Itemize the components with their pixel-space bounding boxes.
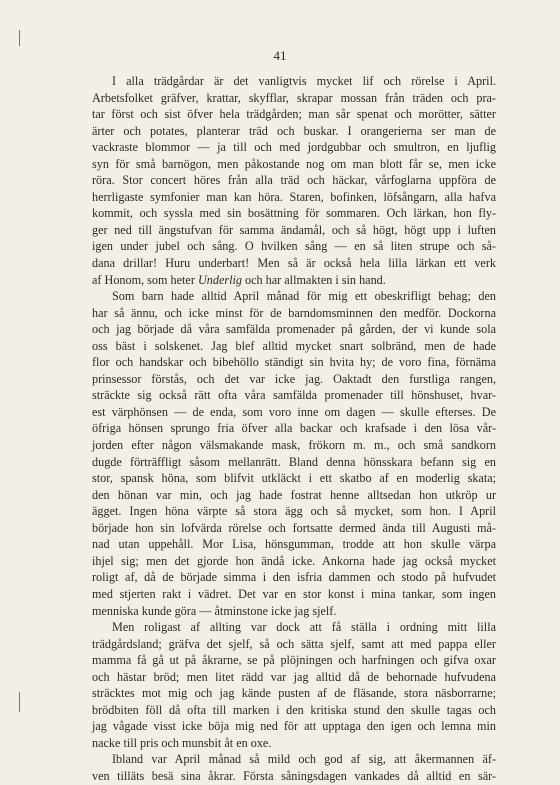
text-line: trädgårdsland; gräfva det sjelf, så och sätta sjelf, samt att med pappa eller xyxy=(92,636,496,651)
text-segment: och har allmakten i sin hand. xyxy=(241,272,386,287)
text-line: roligt af, då de började simma i den isfria dammen och stodo på hufvudet xyxy=(92,570,496,585)
text-line: ger ned till ängstufvan för samma ändamål, och så högt, högt upp i luften xyxy=(92,222,496,237)
text-line: och hästar bröd; men litet rädd var jag alltid då de behornade hufvudena xyxy=(92,669,496,684)
text-line: ihjel sig; men det gjorde hon ändå icke. Ankorna hade jag också mycket xyxy=(92,553,496,568)
text-line: jorden efter någon välsmakande mask, frökorn m. m., och små sandkorn xyxy=(92,438,496,453)
text-line: öfriga hönsen sprungo fria öfver alla backar och krafsade i den lösa vår- xyxy=(92,421,496,436)
text-segment: af Honom, som heter xyxy=(92,272,198,287)
text-line: mamma få gå ut på åkrarne, se på plöjningen och harfningen och gifva oxar xyxy=(92,653,496,668)
text-line: syn för små barnögon, men påkostande nog om man blott får se, men icke xyxy=(92,156,496,171)
text-line: herrligaste symfonier man kan höra. Staren, bofinken, löfsångarn, alla hafva xyxy=(92,189,496,204)
text-line: med stjerten rakt i vädret. Det var en stor konst i mina tankar, som ingen xyxy=(92,586,496,601)
text-line xyxy=(92,272,496,289)
text-line: flor och handskar och bibehöllo ständigt sin hvita hy; de voro fina, förnäma xyxy=(92,355,496,370)
text-line: igen under jubel och sång. O hvilken sång — en så liten strupe och så- xyxy=(92,239,496,254)
text-line: Arbetsfolket gräfver, krattar, skyfflar, skrapar mossan från träden och pra- xyxy=(92,90,496,105)
text-line: kommit, och syssla med sin bosättning för sommaren. Och lärkan, hon fly- xyxy=(92,206,496,221)
text-line: brödbiten föll då ofta till marken i den kritiska stund den skulle tagas och xyxy=(92,702,496,717)
text-line: dugde förträffligt såsom mellanrätt. Bland denna hönsskara befann sig en xyxy=(92,454,496,469)
text-line: vackraste blommor — ja till och med jordgubbar och smultron, en ljuflig xyxy=(92,140,496,155)
text-line: nacke till pris och munsbit åt en oxe. xyxy=(92,735,272,750)
text-line: nad utan uppehåll. Mor Lisa, hönsgumman, trodde att hon skulle värpa xyxy=(92,537,496,552)
text-line: prinsessor förstås, och det var icke jag. Oaktadt den furstliga rangen, xyxy=(92,371,496,386)
text-line: sträcktes mot mig och jag kände pusten af de fläsande, stora näsborrarne; xyxy=(92,686,496,701)
text-line: den hönan var min, och jag hade fostrat henne alltsedan hon utkröp ur xyxy=(92,487,496,502)
text-line: ärter och potates, planterar träd och buskar. I orangerierna ser man de xyxy=(92,123,496,138)
text-line: började hon sin lofvärda rörelse och fortsatte dermed ända till Augusti må- xyxy=(92,520,496,535)
text-line: oss bäst i solskenet. Jag blef alltid mycket snart solbränd, men de hade xyxy=(92,338,496,353)
text-line: ägget. Ingen höna värpte så stora ägg och så mycket, som hon. I April xyxy=(92,504,496,519)
text-line: tar först och sist öfver hela trädgården; man sår spenat och morötter, sätter xyxy=(92,107,496,122)
text-line: jag vågade visst icke böja mig ned för att upptaga den igen och lemna min xyxy=(92,719,496,734)
italic-word: Underlig xyxy=(197,272,242,287)
text-line: menniska kunde göra — åtminstone icke jag sjelf. xyxy=(92,603,337,618)
margin-rule-top xyxy=(19,30,20,46)
text-line: röra. Stor concert höres från alla träd och häckar, vårfoglarna uppföra de xyxy=(92,173,496,188)
text-line: dana drillar! Huru underbart! Men så är också hela lilla lärkan ett verk xyxy=(92,256,496,271)
page-number: 41 xyxy=(273,48,287,63)
text-line: Som barn hade alltid April månad för mig ett obeskrifligt behag; den xyxy=(112,289,496,304)
text-line: I alla trädgårdar är det vanligtvis mycket lif och rörelse i April. xyxy=(112,74,496,88)
body-text xyxy=(92,73,496,785)
text-line: Men roligast af allting var dock att få ställa i ordning mitt lilla xyxy=(112,620,496,635)
text-line: stor, spansk höna, som blifvit utkläckt i ett skatbo af en moderlig skata; xyxy=(92,471,496,486)
text-line: sträckte sig också rätt ofta våra samfälda promenader till hönshuset, hvar- xyxy=(92,388,496,403)
text-line: est värphönsen — de enda, som voro inne om dagen — skulle efterses. De xyxy=(92,404,496,419)
text-line: och jag började då våra samfälda promenader på gården, der vi kunde sola xyxy=(92,322,496,337)
text-line: ven tilläts besä sina åkrar. Första såningsdagen vankades då alltid en sär- xyxy=(92,768,496,783)
text-line: Ibland var April månad så mild och god af sig, att åkermannen äf- xyxy=(112,752,496,767)
text-line: har så ännu, och icke minst för de barndomsminnen den medför. Dockorna xyxy=(92,305,496,320)
margin-rule-bottom xyxy=(19,692,20,712)
